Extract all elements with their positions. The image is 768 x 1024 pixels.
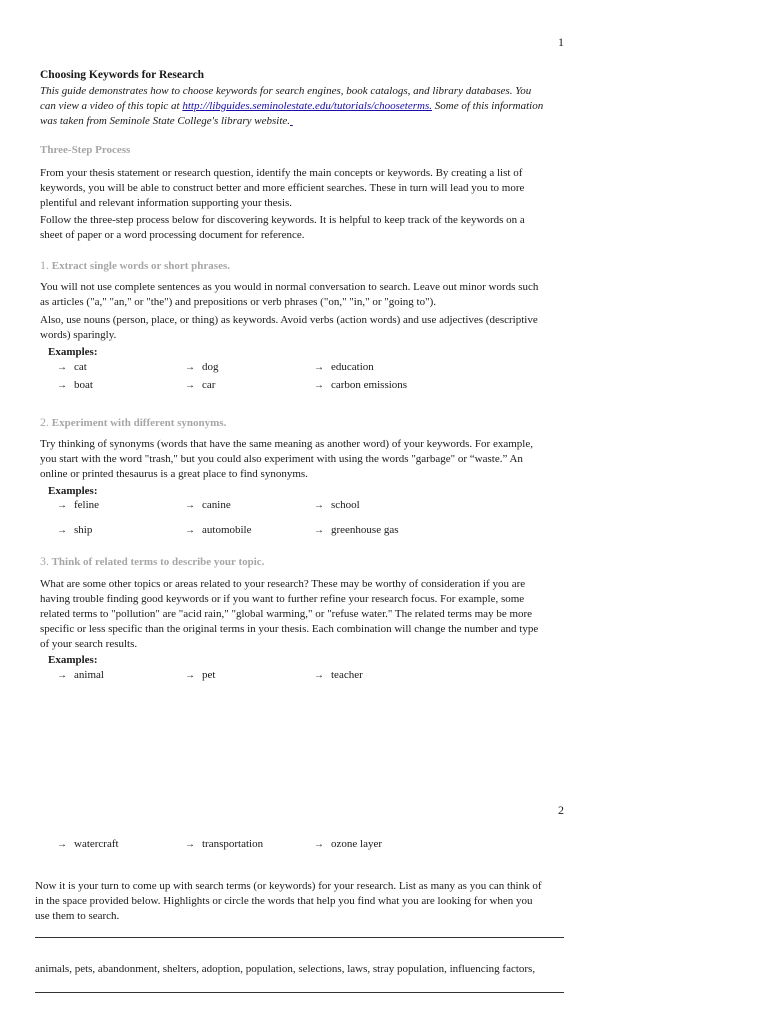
- step-2-number: 2.: [40, 415, 49, 429]
- right-arrow-icon: →: [185, 379, 195, 391]
- three-step-paragraph-1: From your thesis statement or research question, identify the main concepts or keywords. By creating a list of keywords, you will be able to construct better and more efficient searches. These in turn will lead you to more plentiful and relevant information supporting your thesis.: [40, 167, 525, 209]
- answer-line: [35, 992, 564, 993]
- example-item: → ozone layer: [314, 838, 382, 850]
- answer-text[interactable]: animals, pets, abandonment, shelters, adoption, population, selections, laws, stray population, influencing factors,: [35, 963, 536, 975]
- document-title: Choosing Keywords for Research: [40, 69, 205, 81]
- step-3-examples-label: Examples:: [48, 654, 98, 666]
- tutorial-link[interactable]: http://libguides.seminolestate.edu/tutorials/chooseterms.: [182, 100, 432, 112]
- right-arrow-icon: →: [57, 499, 67, 511]
- step-1-number: 1.: [40, 258, 49, 272]
- step-1-heading: 1. Extract single words or short phrases.: [40, 258, 230, 272]
- intro-line: [40, 99, 570, 114]
- task-paragraph: Now it is your turn to come up with search terms (or keywords) for your research. List as many as you can think of in the space provided below. Highlights or circle the words that help you find what you are looking for when you use them to search.: [35, 880, 542, 922]
- right-arrow-icon: →: [185, 499, 195, 511]
- intro-line: This guide demonstrates how to choose keywords for search engines, book catalogs, and library databases. You: [40, 85, 532, 97]
- example-item: → canine: [185, 499, 231, 511]
- step-1-paragraph-1: You will not use complete sentences as you would in normal conversation to search. Leave out minor words such as articles ("a," "an," or "the") and prepositions or verb phrases ("on," "in," or "going to").: [40, 281, 539, 308]
- intro-paragraph: [40, 84, 570, 129]
- right-arrow-icon: →: [185, 838, 195, 850]
- right-arrow-icon: →: [185, 524, 195, 536]
- step-3-heading: 3. Think of related terms to describe your topic.: [40, 554, 265, 568]
- right-arrow-icon: →: [314, 379, 324, 391]
- example-item: → cat: [57, 361, 87, 373]
- example-item: → ship: [57, 524, 93, 536]
- right-arrow-icon: →: [314, 361, 324, 373]
- page-number-1: 1: [558, 35, 564, 49]
- step-2-examples-label: Examples:: [48, 485, 98, 497]
- right-arrow-icon: →: [57, 838, 67, 850]
- step-2-paragraph: Try thinking of synonyms (words that have the same meaning as another word) of your keywords. For example, you start with the word "trash," but you could also experiment with using the words "garbage" or “waste.” An online or printed thesaurus is a great place to find synonyms.: [40, 438, 533, 480]
- page-number-2: 2: [558, 803, 564, 817]
- right-arrow-icon: →: [314, 838, 324, 850]
- example-item: → boat: [57, 379, 93, 391]
- right-arrow-icon: →: [314, 499, 324, 511]
- right-arrow-icon: →: [185, 669, 195, 681]
- example-item: → school: [314, 499, 360, 511]
- step-1-paragraph-2: Also, use nouns (person, place, or thing) as keywords. Avoid verbs (action words) and use adjectives (descriptive words) sparingly.: [40, 314, 538, 341]
- example-item: → animal: [57, 669, 104, 681]
- example-item: → feline: [57, 499, 100, 511]
- three-step-heading: Three-Step Process: [40, 144, 131, 156]
- example-item: → teacher: [314, 669, 363, 681]
- right-arrow-icon: →: [57, 524, 67, 536]
- step-1-examples-label: Examples:: [48, 346, 98, 358]
- right-arrow-icon: →: [185, 361, 195, 373]
- right-arrow-icon: →: [57, 361, 67, 373]
- example-item: → education: [314, 361, 374, 373]
- example-item: → carbon emissions: [314, 379, 408, 391]
- intro-text: can view a video of this topic at: [40, 100, 183, 112]
- step-3-paragraph: What are some other topics or areas related to your research? These may be worthy of consideration if you are having trouble finding good keywords or if you want to further refine your research focus. For example, some related terms to "pollution" are "acid rain," "global warming," or "refuse water." The related terms may be more specific or less specific than the original terms in your thesis. Each combination will change the number and type of your search results.: [40, 578, 539, 650]
- intro-line: was taken from Seminole State College's library website.: [40, 114, 570, 129]
- right-arrow-icon: →: [314, 669, 324, 681]
- website-link[interactable]: [290, 115, 293, 127]
- right-arrow-icon: →: [314, 524, 324, 536]
- right-arrow-icon: →: [57, 669, 67, 681]
- step-3-number: 3.: [40, 554, 49, 568]
- example-item: → transportation: [185, 838, 264, 850]
- example-item: → dog: [185, 361, 219, 373]
- intro-text: Some of this information: [432, 100, 544, 112]
- example-item: → greenhouse gas: [314, 524, 399, 536]
- answer-line: [35, 937, 564, 938]
- right-arrow-icon: →: [57, 379, 67, 391]
- three-step-paragraph-2: Follow the three-step process below for discovering keywords. It is helpful to keep track of the keywords on a sheet of paper or a word processing document for reference.: [40, 214, 525, 241]
- example-item: → car: [185, 379, 216, 391]
- example-item: → pet: [185, 669, 216, 681]
- example-item: → watercraft: [57, 838, 119, 850]
- step-2-heading: 2. Experiment with different synonyms.: [40, 415, 227, 429]
- example-item: → automobile: [185, 524, 252, 536]
